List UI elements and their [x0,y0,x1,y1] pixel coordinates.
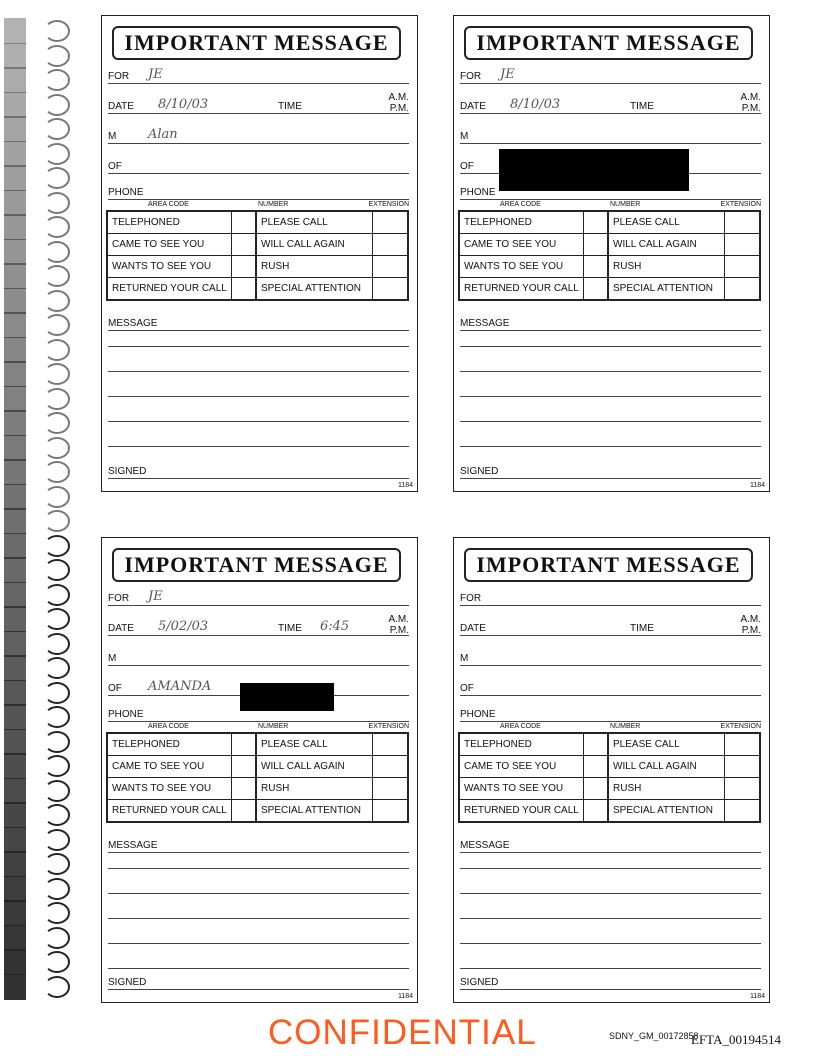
extension-label: EXTENSION [368,723,409,730]
binding-edge [4,827,26,853]
message-label: MESSAGE [460,840,510,851]
status-label-left: CAME TO SEE YOU [108,756,232,777]
am-label: A.M. [740,92,761,103]
status-label-right: SPECIAL ATTENTION [257,278,373,299]
status-checkbox-right[interactable] [373,234,407,255]
status-label-left: CAME TO SEE YOU [460,234,584,255]
for-label: FOR [108,71,130,82]
for-line [108,65,409,84]
binding-ring [44,45,70,67]
binding-ring [44,192,70,214]
binding-edge [4,484,26,510]
status-label-left: TELEPHONED [460,734,584,755]
status-checkbox-right[interactable] [373,256,407,277]
status-checkbox-left[interactable] [584,800,609,821]
message-line [108,312,409,331]
signed-line [460,971,761,990]
binding-ring [44,657,70,679]
status-row [108,256,407,278]
date-value: 8/10/03 [510,97,561,112]
message-blank-line [460,446,761,447]
binding-ring [44,853,70,875]
binding-edge [4,337,26,363]
date-label: DATE [460,623,486,634]
status-row [460,278,759,299]
binding-ring [44,265,70,287]
status-row [108,734,407,756]
message-blank-line [460,968,761,969]
binding-ring [44,902,70,924]
status-label-right: WILL CALL AGAIN [609,234,725,255]
message-blank-line [460,371,761,372]
status-row [460,800,759,821]
message-blank-line [108,943,409,944]
binding-ring [44,682,70,704]
date-label: DATE [460,101,486,112]
area-code-label: AREA CODE [500,723,541,730]
binding-edge [4,239,26,265]
status-label-right: RUSH [609,256,725,277]
form-number: 1184 [749,993,765,1000]
area-code-label: AREA CODE [148,723,189,730]
binding-edge [4,263,26,289]
binding-ring [44,706,70,728]
binding-edge [4,361,26,387]
pm-label: P.M. [389,103,409,114]
of-label: OF [108,161,122,172]
status-row [460,778,759,800]
date-value: 5/02/03 [158,619,209,634]
date-time-line [460,92,761,114]
of-line [460,677,761,696]
signed-line [460,460,761,479]
binding-edge [4,704,26,730]
message-label: MESSAGE [108,840,158,851]
message-blank-line [460,346,761,347]
message-blank-line [460,421,761,422]
status-checkbox-right[interactable] [373,212,407,233]
for-value: JE [148,67,163,82]
message-blank-line [460,396,761,397]
binding-ring [44,216,70,238]
confidential-stamp: CONFIDENTIAL [268,1013,537,1052]
time-label: TIME [278,623,302,634]
binding-edge [4,949,26,975]
status-checkbox-left[interactable] [232,756,257,777]
for-line [460,65,761,84]
date-time-line [108,92,409,114]
binding-edge [4,435,26,461]
date-label: DATE [108,623,134,634]
area-code-label: AREA CODE [148,201,189,208]
message-line [108,834,409,853]
binding-ring [44,118,70,140]
slip-title: IMPORTANT MESSAGE [112,548,401,582]
pm-label: P.M. [389,625,409,636]
status-label-right: RUSH [257,778,373,799]
status-checkbox-right[interactable] [725,256,759,277]
status-row [460,234,759,256]
message-blank-line [108,371,409,372]
status-checkbox-right[interactable] [373,756,407,777]
time-label: TIME [630,623,654,634]
binding-ring [44,608,70,630]
status-label-left: RETURNED YOUR CALL [460,800,584,821]
message-slip [453,15,770,492]
binding-edge [4,680,26,706]
message-blank-line [108,446,409,447]
date-time-line [460,614,761,636]
message-slip [101,15,418,492]
slip-title: IMPORTANT MESSAGE [464,548,753,582]
status-row [108,234,407,256]
m-label: M [460,131,469,142]
spiral-binding [0,20,70,1000]
message-blank-line [460,868,761,869]
date-value: 8/10/03 [158,97,209,112]
status-checkbox-left[interactable] [232,800,257,821]
status-row [460,756,759,778]
binding-ring [44,927,70,949]
status-label-left: RETURNED YOUR CALL [108,800,232,821]
form-number: 1184 [397,482,413,489]
message-blank-line [460,918,761,919]
binding-ring [44,829,70,851]
status-checkbox-left[interactable] [232,256,257,277]
for-label: FOR [460,593,482,604]
message-blank-line [108,396,409,397]
binding-ring [44,20,70,42]
binding-edge [4,851,26,877]
status-label-left: TELEPHONED [108,212,232,233]
am-label: A.M. [740,614,761,625]
status-checkbox-left[interactable] [232,212,257,233]
for-line [460,587,761,606]
status-label-right: PLEASE CALL [257,212,373,233]
status-checkbox-left[interactable] [232,734,257,755]
form-number: 1184 [749,482,765,489]
status-checkbox-left[interactable] [584,734,609,755]
number-label: NUMBER [258,723,289,730]
efta-number: EFTA_00194514 [691,1032,781,1047]
message-label: MESSAGE [108,318,158,329]
status-label-left: RETURNED YOUR CALL [460,278,584,299]
status-checkbox-right[interactable] [373,278,407,299]
binding-edge [4,606,26,632]
message-line [460,312,761,331]
call-status-grid [106,732,409,823]
binding-edge [4,288,26,314]
phone-label: PHONE [460,709,496,720]
binding-edge [4,631,26,657]
redaction-box [240,683,334,711]
binding-edge [4,67,26,93]
of-value: AMANDA [148,679,212,694]
binding-ring [44,535,70,557]
of-label: OF [108,683,122,694]
call-status-grid [106,210,409,301]
binding-ring [44,731,70,753]
status-label-right: SPECIAL ATTENTION [257,800,373,821]
binding-ring [44,167,70,189]
binding-edge [4,386,26,412]
binding-ring [44,290,70,312]
status-checkbox-right[interactable] [373,778,407,799]
binding-ring [44,878,70,900]
status-label-right: SPECIAL ATTENTION [609,278,725,299]
status-label-left: WANTS TO SEE YOU [108,256,232,277]
binding-edge [4,18,26,44]
message-label: MESSAGE [460,318,510,329]
status-label-right: WILL CALL AGAIN [257,234,373,255]
binding-ring [44,241,70,263]
status-label-left: CAME TO SEE YOU [108,234,232,255]
m-label: M [108,131,117,142]
binding-ring [44,412,70,434]
for-line [108,587,409,606]
status-checkbox-right[interactable] [373,734,407,755]
binding-edge [4,508,26,534]
binding-ring [44,951,70,973]
signed-line [108,460,409,479]
binding-edge [4,459,26,485]
for-label: FOR [460,71,482,82]
binding-edge [4,533,26,559]
binding-ring [44,363,70,385]
status-checkbox-left[interactable] [232,234,257,255]
number-label: NUMBER [610,201,641,208]
m-label: M [460,653,469,664]
status-label-right: SPECIAL ATTENTION [609,800,725,821]
status-row [108,212,407,234]
signed-label: SIGNED [460,977,499,988]
of-line [108,155,409,174]
status-checkbox-right[interactable] [725,756,759,777]
m-label: M [108,653,117,664]
time-label: TIME [278,101,302,112]
for-label: FOR [108,593,130,604]
status-row [108,756,407,778]
binding-edge [4,753,26,779]
m-line [460,125,761,144]
message-blank-line [108,421,409,422]
status-checkbox-right[interactable] [725,234,759,255]
binding-edge [4,165,26,191]
binding-ring [44,143,70,165]
status-label-left: TELEPHONED [460,212,584,233]
binding-ring [44,633,70,655]
status-label-right: PLEASE CALL [257,734,373,755]
binding-ring [44,461,70,483]
slip-title: IMPORTANT MESSAGE [464,26,753,60]
status-label-right: PLEASE CALL [609,734,725,755]
m-line [460,647,761,666]
message-blank-line [108,893,409,894]
message-line [460,834,761,853]
binding-edge [4,43,26,69]
time-value: 6:45 [320,619,350,634]
m-line [108,647,409,666]
signed-label: SIGNED [460,466,499,477]
am-label: A.M. [388,92,409,103]
binding-ring [44,559,70,581]
binding-edge [4,925,26,951]
form-number: 1184 [397,993,413,1000]
status-checkbox-right[interactable] [373,800,407,821]
binding-ring [44,437,70,459]
extension-label: EXTENSION [720,723,761,730]
status-checkbox-left[interactable] [584,212,609,233]
message-slip [453,537,770,1003]
binding-ring [44,314,70,336]
status-checkbox-left[interactable] [232,778,257,799]
message-blank-line [460,893,761,894]
extension-label: EXTENSION [368,201,409,208]
date-label: DATE [108,101,134,112]
message-slip [101,537,418,1003]
phone-label: PHONE [108,187,144,198]
binding-edge [4,116,26,142]
status-label-left: WANTS TO SEE YOU [460,778,584,799]
status-checkbox-right[interactable] [725,734,759,755]
binding-ring [44,486,70,508]
status-label-right: RUSH [609,778,725,799]
status-label-left: RETURNED YOUR CALL [108,278,232,299]
binding-ring [44,584,70,606]
status-label-right: WILL CALL AGAIN [609,756,725,777]
pm-label: P.M. [741,103,761,114]
binding-edge [4,190,26,216]
binding-edge [4,557,26,583]
binding-edge [4,802,26,828]
message-blank-line [460,943,761,944]
signed-label: SIGNED [108,977,147,988]
status-label-right: PLEASE CALL [609,212,725,233]
phone-label: PHONE [460,187,496,198]
status-checkbox-left[interactable] [584,778,609,799]
status-checkbox-left[interactable] [232,278,257,299]
binding-edge [4,655,26,681]
status-checkbox-right[interactable] [725,778,759,799]
binding-edge [4,582,26,608]
binding-ring [44,976,70,998]
binding-ring [44,69,70,91]
binding-edge [4,778,26,804]
binding-edge [4,214,26,240]
call-status-grid [458,732,761,823]
bates-number: SDNY_GM_00172858 [609,1031,699,1041]
of-label: OF [460,161,474,172]
status-checkbox-left[interactable] [584,756,609,777]
binding-ring [44,780,70,802]
call-status-grid [458,210,761,301]
binding-edge [4,729,26,755]
binding-edge [4,141,26,167]
pm-label: P.M. [741,625,761,636]
signed-label: SIGNED [108,466,147,477]
status-label-right: RUSH [257,256,373,277]
am-label: A.M. [388,614,409,625]
binding-edge [4,974,26,1000]
status-row [108,278,407,299]
message-blank-line [108,346,409,347]
status-checkbox-left[interactable] [584,278,609,299]
status-row [460,212,759,234]
binding-ring [44,804,70,826]
status-label-left: WANTS TO SEE YOU [108,778,232,799]
binding-ring [44,510,70,532]
status-label-left: CAME TO SEE YOU [460,756,584,777]
number-label: NUMBER [610,723,641,730]
m-value: Alan [148,127,178,142]
time-label: TIME [630,101,654,112]
status-checkbox-right[interactable] [725,278,759,299]
signed-line [108,971,409,990]
binding-ring [44,339,70,361]
binding-ring [44,755,70,777]
phone-label: PHONE [108,709,144,720]
number-label: NUMBER [258,201,289,208]
binding-edge [4,92,26,118]
status-label-left: TELEPHONED [108,734,232,755]
binding-ring [44,388,70,410]
slip-title: IMPORTANT MESSAGE [112,26,401,60]
binding-edge [4,876,26,902]
for-value: JE [500,67,515,82]
status-row [108,800,407,821]
date-time-line [108,614,409,636]
binding-edge [4,312,26,338]
status-row [460,256,759,278]
area-code-label: AREA CODE [500,201,541,208]
status-checkbox-left[interactable] [584,234,609,255]
of-label: OF [460,683,474,694]
status-label-right: WILL CALL AGAIN [257,756,373,777]
binding-edge [4,900,26,926]
phone-line [108,181,409,208]
message-blank-line [108,918,409,919]
status-row [460,734,759,756]
message-blank-line [108,868,409,869]
redaction-box [499,149,689,191]
binding-ring [44,94,70,116]
phone-line [460,703,761,730]
extension-label: EXTENSION [720,201,761,208]
status-checkbox-left[interactable] [584,256,609,277]
status-checkbox-right[interactable] [725,212,759,233]
status-label-left: WANTS TO SEE YOU [460,256,584,277]
message-blank-line [108,968,409,969]
status-row [108,778,407,800]
binding-edge [4,410,26,436]
status-checkbox-right[interactable] [725,800,759,821]
m-line [108,125,409,144]
for-value: JE [148,589,163,604]
